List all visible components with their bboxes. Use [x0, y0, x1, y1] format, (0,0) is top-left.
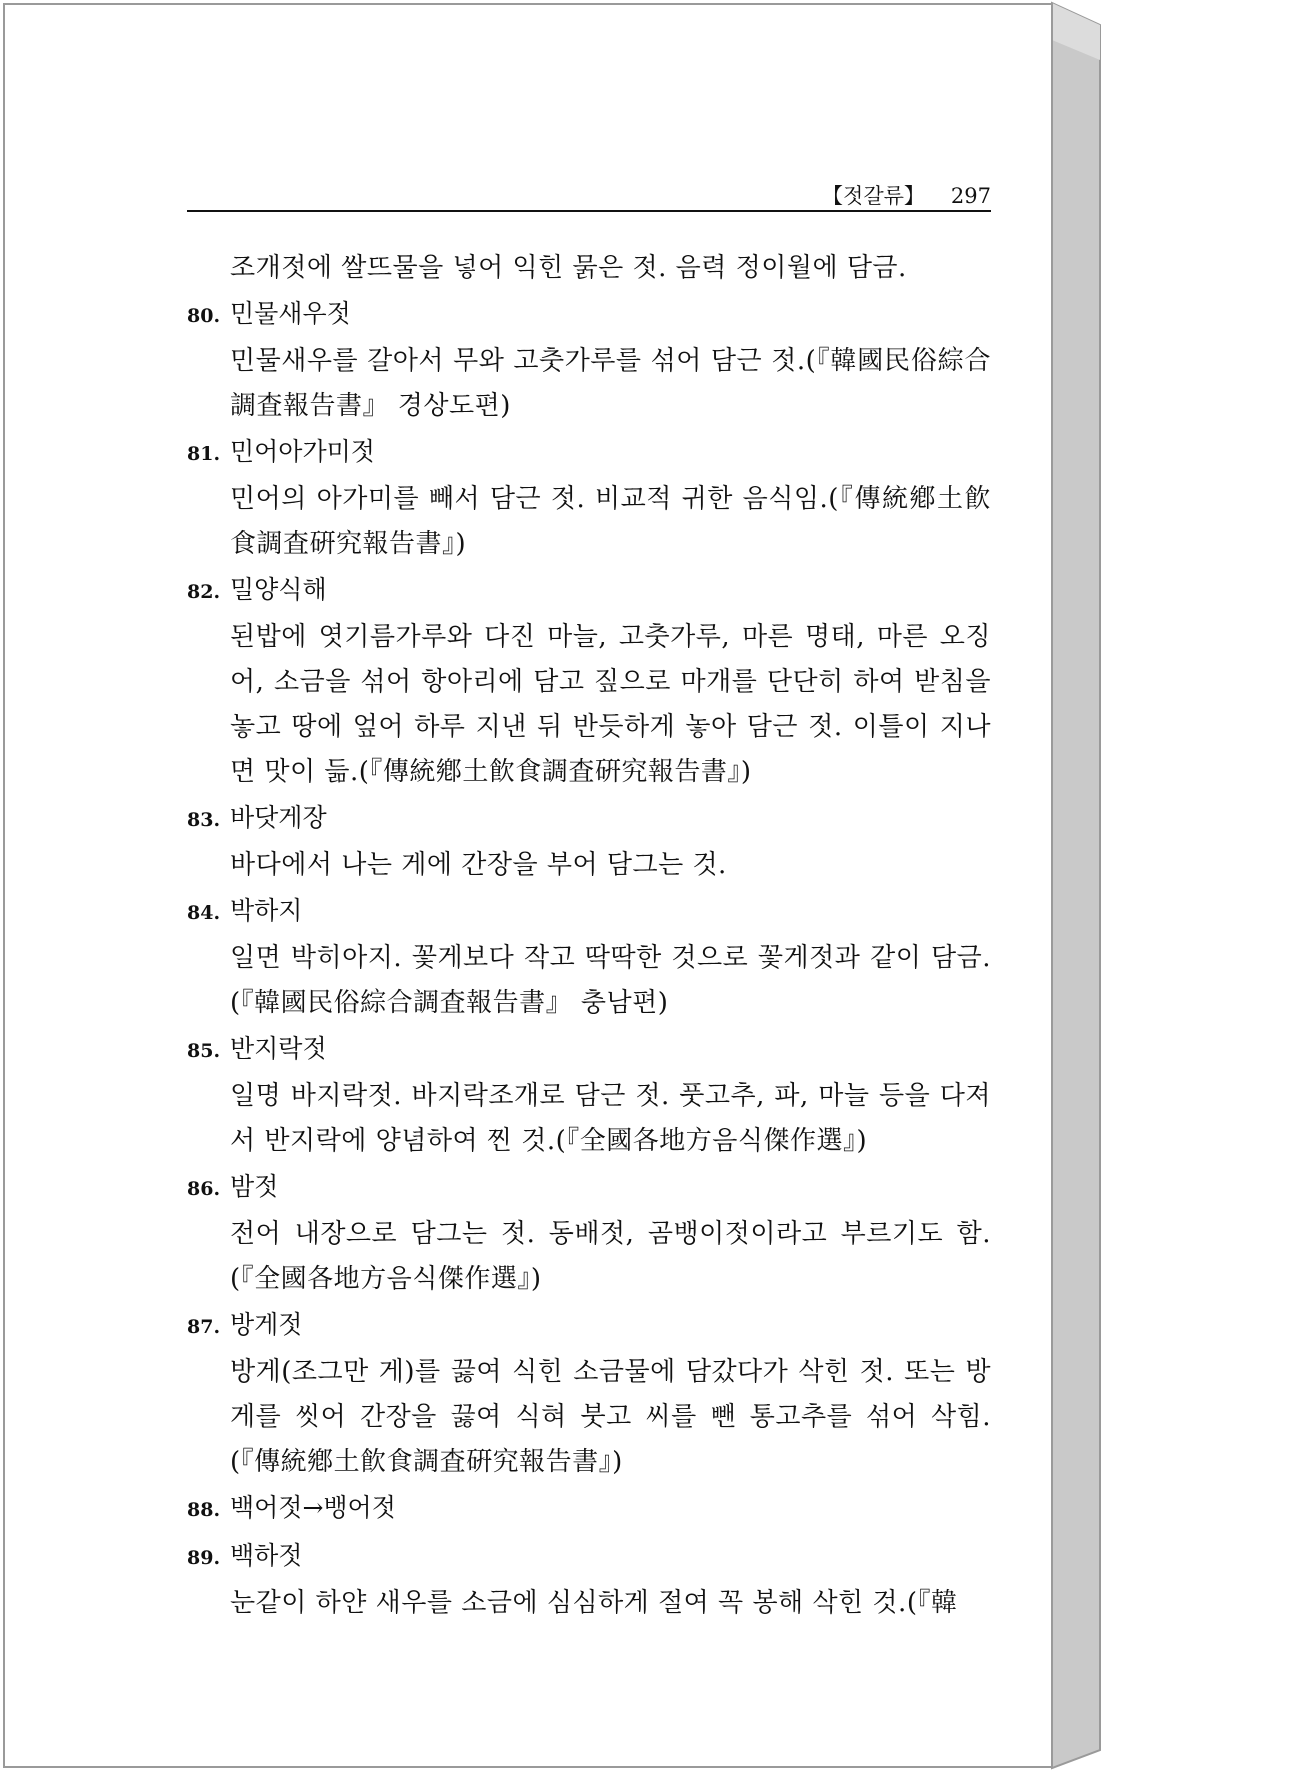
running-header	[187, 172, 991, 212]
entry-text: 방게(조그만 게)를 끓여 식힌 소금물에 담갔다가 삭힌 젓. 또는 방게를 씻어 간장을 끓여 식혀 붓고 씨를 뺀 통고추를 섞어 삭힘.(『傳統鄕土飮食調査硏究報告書』)	[230, 1357, 991, 1477]
intro-paragraph: 조개젓에 쌀뜨물을 넣어 익힌 묽은 젓. 음력 정이월에 담금.	[230, 253, 907, 283]
entry-number: 80.	[187, 305, 221, 327]
entry-heading	[187, 1026, 991, 1074]
entry-text: 민어의 아가미를 빼서 담근 젓. 비교적 귀한 음식임.(『傳統鄕土飮食調査硏究報告書』)	[230, 484, 991, 559]
page-number: 297	[950, 184, 991, 208]
entry-number: 85.	[187, 1040, 221, 1062]
entry-heading	[187, 429, 991, 477]
entry-title: 백어젓→뱅어젓	[230, 1493, 396, 1522]
entry-number: 86.	[187, 1178, 221, 1200]
entry-number: 81.	[187, 443, 221, 465]
entry-title: 반지락젓	[230, 1034, 327, 1063]
entry	[187, 888, 991, 1026]
entry-text: 일면 박히아지. 꽃게보다 작고 딱딱한 것으로 꽃게젓과 같이 담금.(『韓國民俗綜合調査報告書』 충남편)	[230, 943, 991, 1018]
entry-number: 88.	[187, 1499, 221, 1521]
entry-text: 전어 내장으로 담그는 젓. 동배젓, 곰뱅이젓이라고 부르기도 함.(『全國各地方음식傑作選』)	[230, 1219, 991, 1294]
entry-title: 방게젓	[230, 1310, 303, 1339]
entry-title: 민어아가미젓	[230, 437, 375, 466]
entry-number: 89.	[187, 1547, 221, 1569]
entry-heading	[187, 291, 991, 339]
entry-heading	[187, 795, 991, 843]
entry-heading	[187, 1485, 991, 1533]
entry-title: 민물새우젓	[230, 299, 351, 328]
header-text	[822, 180, 991, 210]
entry	[187, 1485, 991, 1533]
entry-heading	[187, 1302, 991, 1350]
entry-heading	[187, 1533, 991, 1581]
entry	[187, 429, 991, 567]
entry-title: 밀양식해	[230, 575, 327, 604]
entry	[187, 567, 991, 795]
entry-text: 된밥에 엿기름가루와 다진 마늘, 고춧가루, 마른 명태, 마른 오징어, 소금을 섞어 항아리에 담고 짚으로 마개를 단단히 하여 받침을 놓고 땅에 엎어 하루 지낸 뒤 반듯하게 놓아 담근 젓. 이틀이 지나면 맛이 듦.(『傳統鄕土飮食調査硏究報告書』)	[230, 622, 991, 787]
entry	[187, 1164, 991, 1302]
entry	[187, 291, 991, 429]
entry-heading	[187, 1164, 991, 1212]
entry-title: 박하지	[230, 896, 303, 925]
entry	[187, 1302, 991, 1485]
entry-heading	[187, 888, 991, 936]
page-content	[187, 246, 991, 1626]
entry-title: 백하젓	[230, 1541, 303, 1570]
entry-title: 밤젓	[230, 1172, 279, 1201]
entry-number: 83.	[187, 809, 221, 831]
entry-text: 눈같이 하얀 새우를 소금에 심심하게 절여 꼭 봉해 삭힌 것.(『韓	[230, 1588, 958, 1618]
entry-title: 바닷게장	[230, 803, 327, 832]
entry	[187, 1533, 991, 1626]
entry	[187, 1026, 991, 1164]
entry-number: 87.	[187, 1316, 221, 1338]
entry-number: 84.	[187, 902, 221, 924]
entry-text: 바다에서 나는 게에 간장을 부어 담그는 것.	[230, 850, 727, 880]
section-title: 【젓갈류】	[822, 184, 925, 208]
header-rule	[187, 210, 991, 212]
entry-heading	[187, 567, 991, 615]
entry-text: 일명 바지락젓. 바지락조개로 담근 젓. 풋고추, 파, 마늘 등을 다져서 반지락에 양념하여 찐 것.(『全國各地方음식傑作選』)	[230, 1081, 991, 1156]
entry-text: 민물새우를 갈아서 무와 고춧가루를 섞어 담근 젓.(『韓國民俗綜合調査報告書』 경상도편)	[230, 346, 991, 421]
entry-number: 82.	[187, 581, 221, 603]
entry	[187, 795, 991, 888]
